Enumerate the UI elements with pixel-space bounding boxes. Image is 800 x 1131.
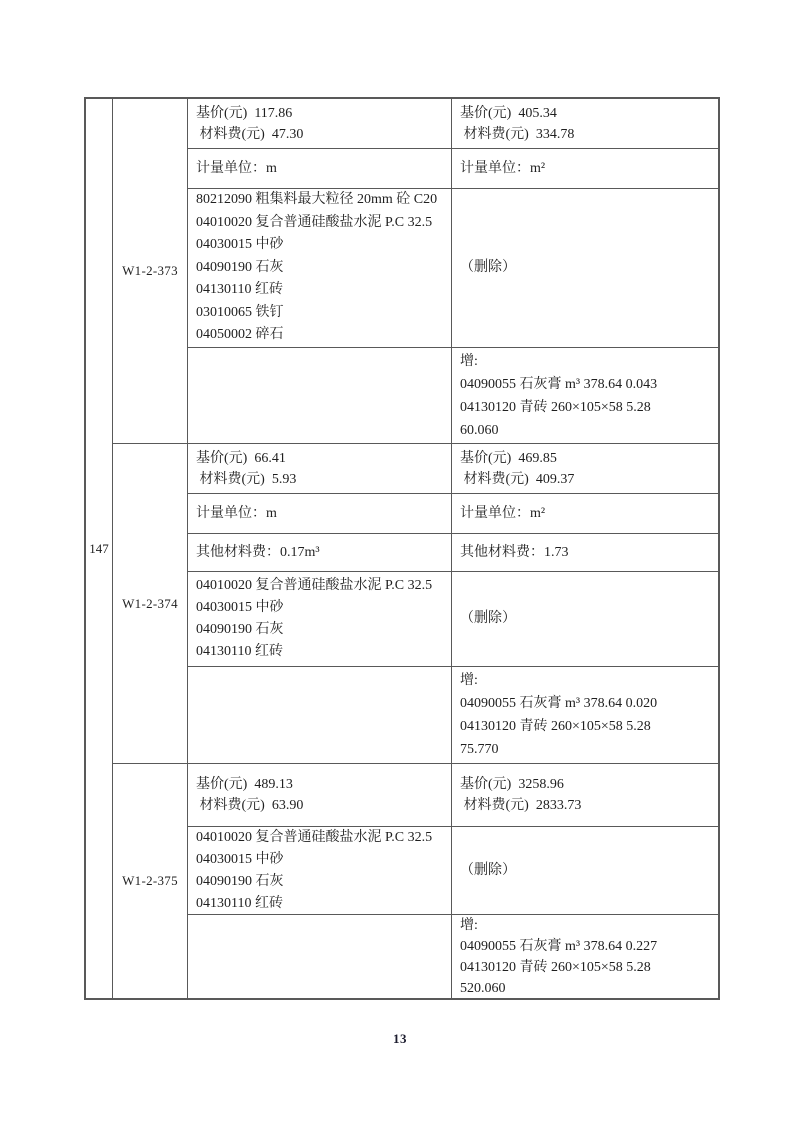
text-line: 04050002 碎石 (196, 327, 284, 343)
text-line: 其他材料费：1.73 (460, 544, 569, 560)
unit-cell-right (452, 494, 718, 533)
deleted-note-cell (452, 572, 718, 666)
entry-code-cell (113, 444, 188, 763)
unit-cell-right (452, 149, 718, 188)
materials-row (188, 188, 718, 347)
page-number: 13 (393, 1031, 407, 1046)
additions-row (188, 347, 718, 443)
additions-row (188, 666, 718, 763)
quota-price-table (84, 97, 720, 1000)
text-line: 04090055 石灰膏 m³ 378.64 0.043 (460, 376, 658, 392)
entry-w1-2-375 (113, 763, 718, 998)
additions-row (188, 914, 718, 998)
base-price-cell-left (188, 444, 452, 493)
entry-code: W1-2-373 (122, 263, 178, 278)
price-row (188, 99, 718, 148)
text-line: 04090190 石灰 (196, 259, 284, 275)
text-line: 04130120 青砖 260×105×58 5.28 (460, 959, 651, 975)
deleted-note-cell (452, 189, 718, 347)
unit-cell-left (188, 494, 452, 533)
text-line: 04090055 石灰膏 m³ 378.64 0.227 (460, 938, 658, 954)
deleted-note-cell (452, 827, 718, 914)
text-line: 04030015 中砂 (196, 600, 284, 615)
text-line: 增: (460, 353, 478, 369)
text-line: 04130110 红砖 (196, 282, 283, 298)
additions-list-cell (452, 667, 718, 763)
text-line: 04030015 中砂 (196, 851, 284, 867)
entry-rows (188, 764, 718, 998)
text-line: 材料费(元) 2833.73 (460, 798, 582, 813)
base-price-cell-right (452, 764, 718, 826)
text-line: 04010020 复合普通硅酸盐水泥 P.C 32.5 (196, 214, 433, 230)
text-line: （删除） (460, 611, 516, 626)
price-row (188, 444, 718, 493)
other-material-fee-row (188, 533, 718, 571)
text-line: 计量单位：m (196, 160, 277, 176)
base-price-cell-left (188, 764, 452, 826)
entry-rows (188, 99, 718, 443)
text-line: 04010020 复合普通硅酸盐水泥 P.C 32.5 (196, 578, 433, 593)
text-line: 计量单位：m (196, 505, 277, 521)
text-line: 基价(元) 3258.96 (460, 777, 564, 792)
text-line: 增: (460, 673, 478, 688)
text-line: 04130120 青砖 260×105×58 5.28 (460, 719, 651, 734)
empty-cell (188, 915, 452, 998)
materials-list-cell (188, 827, 452, 914)
unit-cell-left (188, 149, 452, 188)
entry-code-cell (113, 764, 188, 998)
other-fee-cell-right (452, 534, 718, 571)
text-line: 材料费(元) 5.93 (196, 471, 297, 487)
text-line: 基价(元) 489.13 (196, 777, 293, 792)
text-line: 基价(元) 469.85 (460, 450, 557, 466)
text-line: 计量单位：m² (460, 505, 546, 521)
price-row (188, 764, 718, 826)
base-price-cell-right (452, 99, 718, 148)
serial-number: 147 (89, 540, 109, 556)
text-line: 04030015 中砂 (196, 237, 284, 253)
empty-cell (188, 348, 452, 443)
entry-w1-2-374 (113, 443, 718, 763)
entries-column (113, 99, 718, 998)
text-line: 材料费(元) 47.30 (196, 126, 304, 142)
additions-list-cell (452, 915, 718, 998)
entry-rows (188, 444, 718, 763)
text-line: 04130120 青砖 260×105×58 5.28 (460, 399, 651, 415)
entry-code: W1-2-374 (122, 595, 178, 611)
base-price-cell-right (452, 444, 718, 493)
text-line: 材料费(元) 334.78 (460, 126, 575, 142)
materials-list-cell (188, 572, 452, 666)
text-line: 60.060 (460, 422, 499, 438)
empty-cell (188, 667, 452, 763)
text-line: （删除） (460, 259, 516, 275)
text-line: 04130110 红砖 (196, 895, 283, 911)
materials-row (188, 826, 718, 914)
text-line: 其他材料费：0.17m³ (196, 544, 320, 560)
serial-number-cell (86, 99, 113, 998)
entry-code-cell (113, 99, 188, 443)
other-fee-cell-left (188, 534, 452, 571)
text-line: 材料费(元) 409.37 (460, 471, 575, 487)
text-line: 基价(元) 405.34 (460, 105, 557, 121)
text-line: 520.060 (460, 980, 506, 996)
text-line: 04090190 石灰 (196, 873, 284, 889)
text-line: （删除） (460, 862, 516, 878)
text-line: 75.770 (460, 742, 499, 757)
text-line: 基价(元) 117.86 (196, 105, 293, 121)
text-line: 基价(元) 66.41 (196, 450, 286, 466)
text-line: 计量单位：m² (460, 160, 546, 176)
text-line: 04130110 红砖 (196, 644, 283, 659)
text-line: 03010065 铁钉 (196, 304, 284, 320)
unit-row (188, 493, 718, 533)
entry-w1-2-373 (113, 99, 718, 443)
text-line: 04010020 复合普通硅酸盐水泥 P.C 32.5 (196, 829, 433, 845)
additions-list-cell (452, 348, 718, 443)
text-line: 增: (460, 917, 478, 933)
text-line: 80212090 粗集料最大粒径 20mm 砼 C20 (196, 191, 438, 207)
text-line: 材料费(元) 63.90 (196, 798, 304, 813)
text-line: 04090190 石灰 (196, 622, 284, 637)
base-price-cell-left (188, 99, 452, 148)
entry-code: W1-2-375 (122, 873, 178, 888)
materials-row (188, 571, 718, 666)
unit-row (188, 148, 718, 188)
text-line: 04090055 石灰膏 m³ 378.64 0.020 (460, 696, 658, 711)
materials-list-cell (188, 189, 452, 347)
